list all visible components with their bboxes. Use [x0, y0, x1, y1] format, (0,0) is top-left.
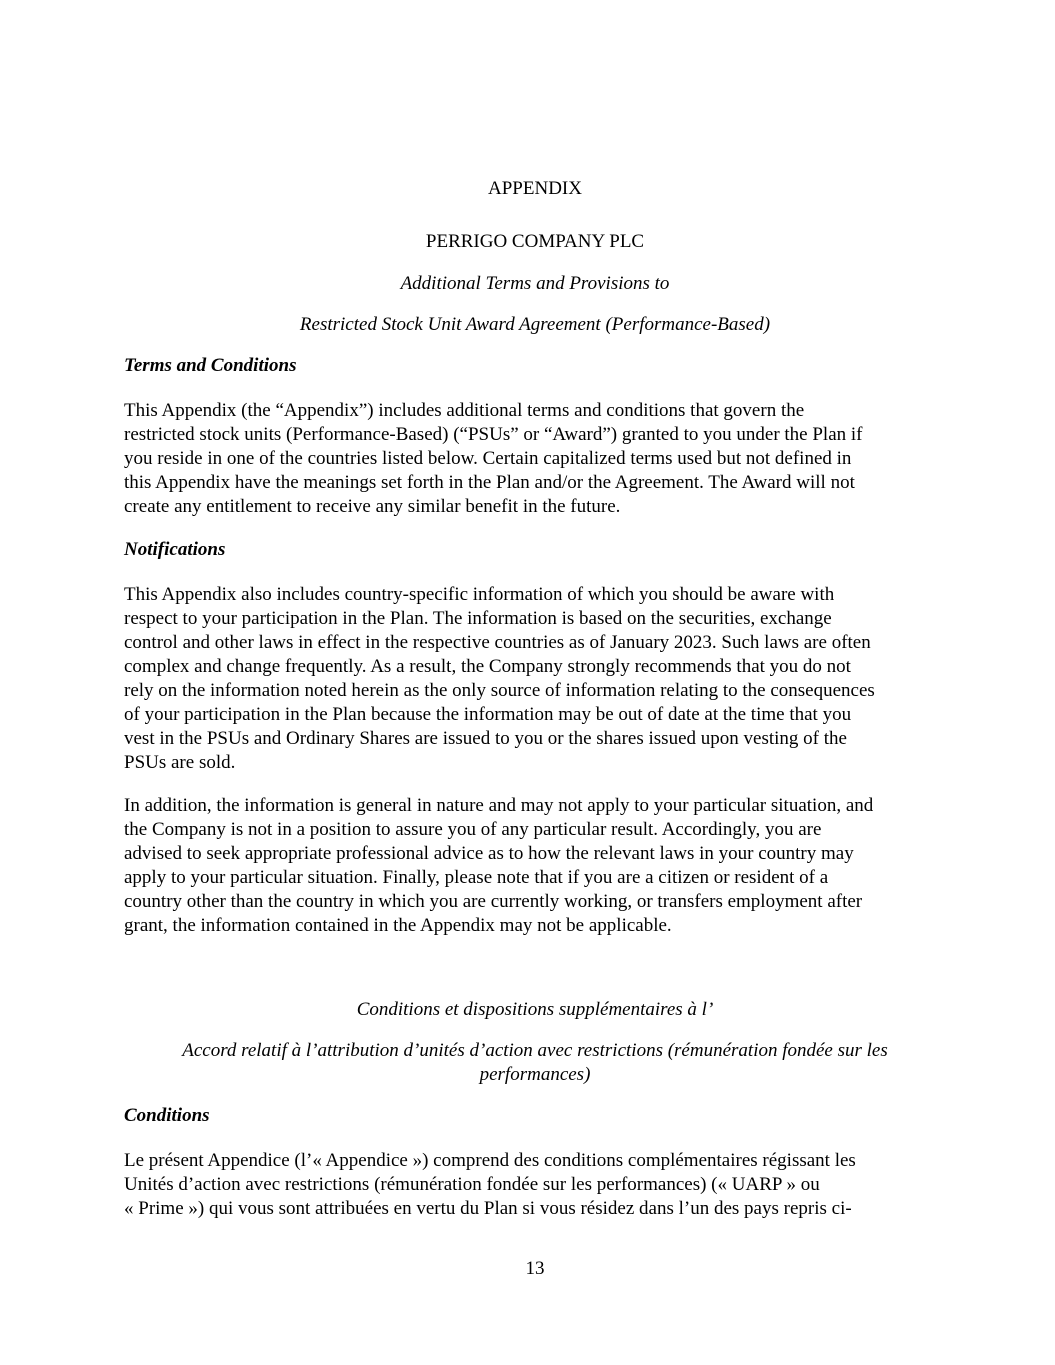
- paragraph-line: rely on the information noted herein as the only source of information relating to the consequences: [124, 680, 875, 701]
- paragraph-line: advised to seek appropriate professional advice as to how the relevant laws in your country may: [124, 843, 854, 864]
- page-number: 13: [525, 1258, 545, 1279]
- paragraph-line: PSUs are sold.: [124, 752, 236, 773]
- french-subtitle-line-1: Conditions et dispositions supplémentaires à l’: [356, 999, 714, 1020]
- paragraph-line: grant, the information contained in the Appendix may not be applicable.: [124, 915, 672, 936]
- appendix-title: APPENDIX: [488, 178, 582, 199]
- paragraph-line: restricted stock units (Performance-Based) (“PSUs” or “Award”) granted to you under the Plan if: [124, 424, 863, 445]
- paragraph-line: create any entitlement to receive any similar benefit in the future.: [124, 496, 621, 517]
- terms-heading: Terms and Conditions: [124, 355, 297, 376]
- paragraph-line: you reside in one of the countries listed below. Certain capitalized terms used but not defined in: [124, 448, 852, 469]
- paragraph-line: of your participation in the Plan because the information may be out of date at the time that you: [124, 704, 852, 725]
- paragraph-line: complex and change frequently. As a result, the Company strongly recommends that you do not: [124, 656, 851, 677]
- paragraph-line: This Appendix (the “Appendix”) includes additional terms and conditions that govern the: [124, 400, 805, 421]
- paragraph-line: « Prime ») qui vous sont attribuées en vertu du Plan si vous résidez dans l’un des pays repris ci-: [124, 1198, 852, 1219]
- paragraph-line: This Appendix also includes country-specific information of which you should be aware with: [124, 584, 835, 605]
- conditions-heading: Conditions: [124, 1105, 210, 1126]
- notifications-paragraph-1: [124, 583, 946, 775]
- paragraph-line: control and other laws in effect in the respective countries as of January 2023. Such laws are often: [124, 632, 871, 653]
- conditions-paragraph: [124, 1149, 946, 1221]
- subtitle-line-1: Additional Terms and Provisions to: [400, 273, 670, 294]
- paragraph-line: vest in the PSUs and Ordinary Shares are issued to you or the shares issued upon vesting of the: [124, 728, 847, 749]
- notifications-paragraph-2: [124, 794, 946, 938]
- terms-paragraph: [124, 399, 946, 519]
- paragraph-line: Unités d’action avec restrictions (rémunération fondée sur les performances) (« UARP » ou: [124, 1174, 820, 1195]
- paragraph-line: this Appendix have the meanings set forth in the Plan and/or the Agreement. The Award will not: [124, 472, 855, 493]
- french-subtitle-line-2b: performances): [479, 1064, 591, 1085]
- notifications-heading: Notifications: [124, 539, 226, 560]
- paragraph-line: apply to your particular situation. Finally, please note that if you are a citizen or resident of a: [124, 867, 829, 888]
- paragraph-line: the Company is not in a position to assure you of any particular result. Accordingly, you are: [124, 819, 822, 840]
- paragraph-line: respect to your participation in the Plan. The information is based on the securities, exchange: [124, 608, 832, 629]
- paragraph-line: In addition, the information is general in nature and may not apply to your particular situation, and: [124, 795, 874, 816]
- company-name: PERRIGO COMPANY PLC: [425, 231, 645, 252]
- paragraph-line: Le présent Appendice (l’« Appendice ») comprend des conditions complémentaires régissant les: [124, 1150, 856, 1171]
- french-subtitle-line-2a: Accord relatif à l’attribution d’unités d’action avec restrictions (rémunération fondée sur les: [182, 1040, 888, 1061]
- subtitle-line-2: Restricted Stock Unit Award Agreement (Performance-Based): [299, 314, 771, 335]
- paragraph-line: country other than the country in which you are currently working, or transfers employment after: [124, 891, 863, 912]
